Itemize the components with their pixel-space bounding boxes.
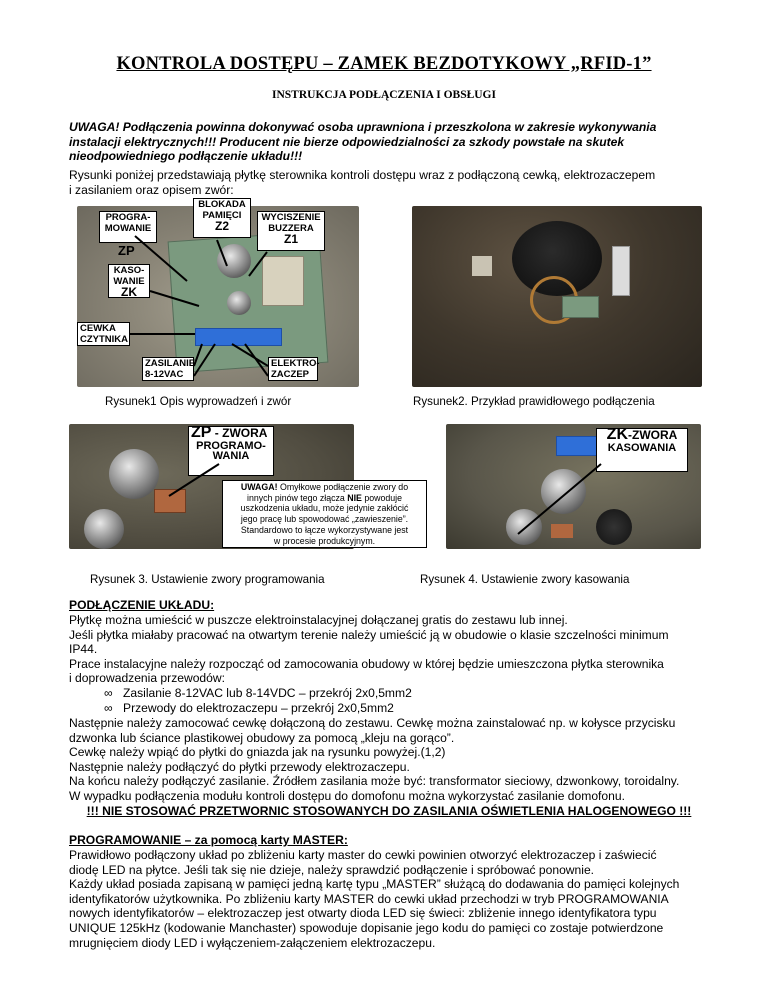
bullet-text: Zasilanie 8-12VAC lub 8-14VDC – przekrój 2x0,5mm2 bbox=[123, 686, 412, 700]
figure2-caption: Rysunek2. Przykład prawidłowego podłączenia bbox=[413, 395, 655, 408]
arrow-line bbox=[518, 464, 601, 534]
text-line: dzwonka lub ściance plastikowej obudowy za pomocą „kleju na gorąco”. bbox=[69, 730, 455, 745]
label-programming-code: ZP bbox=[118, 243, 135, 258]
label-text: KASOWANIA bbox=[607, 441, 677, 454]
arrow-line bbox=[194, 344, 202, 366]
label-text: -ZWORA bbox=[628, 428, 678, 442]
arrow-line bbox=[232, 344, 268, 366]
note-line: jego pracę lub spowodować „zawieszenie”. bbox=[240, 514, 409, 525]
label-text: CZYTNIKA bbox=[80, 333, 129, 345]
text-line: Na końcu należy podłączyć zasilanie. Źródłem zasilania może być: transformator sieciowy, dzwonkowy, toroidalny. bbox=[69, 774, 680, 789]
connection-paragraph bbox=[69, 613, 709, 686]
arrow-line bbox=[135, 236, 187, 281]
arrow-line bbox=[150, 291, 199, 306]
label-text: KASO- bbox=[113, 265, 145, 276]
figure2-connection-photo bbox=[412, 206, 702, 387]
label-code: Z1 bbox=[283, 232, 298, 246]
intro-line: Rysunki poniżej przedstawiają płytkę sterownika kontroli dostępu wraz z podłączoną cewką, elektrozaczepem bbox=[69, 168, 656, 182]
note-text: innych pinów tego złącza bbox=[246, 492, 348, 503]
label-text: ZACZEP bbox=[271, 368, 309, 380]
label-code: ZK bbox=[606, 426, 628, 443]
warning-line: nieodpowiedniego podłączenie układu!!! bbox=[69, 149, 303, 164]
connection-paragraph-2 bbox=[69, 716, 709, 804]
label-text: PROGRA- bbox=[105, 212, 151, 223]
bullet-item bbox=[104, 701, 394, 715]
text-line: Prawidłowo podłączony układ po zbliżeniu karty master do cewki powinien otworzyć elektrozaczep i zaświecić bbox=[69, 848, 657, 862]
label-code: ZK bbox=[121, 285, 137, 299]
door-strike-shape bbox=[612, 246, 630, 296]
document-title: KONTROLA DOSTĘPU – ZAMEK BEZDOTYKOWY „RFID-1” bbox=[116, 54, 652, 74]
text-line: Prace instalacyjne należy rozpocząć od zamocowania obudowy w której będzie umieszczona płytka sterownika bbox=[69, 656, 664, 671]
arrow-line bbox=[245, 344, 268, 376]
bullet-symbol: ∞ bbox=[104, 686, 113, 700]
programming-paragraph bbox=[69, 848, 709, 950]
intro-paragraph bbox=[69, 168, 709, 197]
label-code: Z2 bbox=[214, 219, 229, 233]
label-text: CEWKA bbox=[80, 323, 116, 334]
note-text: powoduje bbox=[361, 492, 403, 503]
text-line: Następnie należy podłączyć do płytki przewody elektrozaczepu. bbox=[69, 759, 410, 774]
note-line: uszkodzenia układu, może jedynie zakłócić bbox=[240, 503, 409, 514]
text-line: W wypadku podłączenia modułu kontroli dostępu do domofonu można wykorzystać zasilanie domofonu. bbox=[69, 788, 625, 803]
text-line: mrugnięciem diody LED i wyłączeniem-załączeniem elektrozaczepu. bbox=[69, 935, 436, 950]
pcb-small bbox=[562, 296, 599, 318]
arrow-line bbox=[217, 240, 227, 266]
text-line: identyfikatorów użytkownika. Po zbliżeniu karty MASTER do cewki układ przechodzi w tryb PROGRAMOWANIA bbox=[69, 891, 669, 906]
label-text: PAMIĘCI bbox=[202, 209, 242, 221]
text-line: Następnie należy zamocować cewkę dołączoną do zestawu. Cewkę można zainstalować np. w kołysce przycisku bbox=[69, 716, 676, 730]
halogen-warning: !!! NIE STOSOWAĆ PRZETWORNIC STOSOWANYCH DO ZASILANIA OŚWIETLENIA HALOGENOWEGO !!! bbox=[86, 804, 692, 818]
programming-heading: PROGRAMOWANIE – za pomocą karty MASTER: bbox=[69, 833, 348, 847]
text-line: Każdy układ posiada zapisaną w pamięci jedną kartę typu „MASTER” służącą do dodawania do pamięci kolejnych bbox=[69, 877, 680, 892]
label-text: - ZWORA bbox=[211, 426, 268, 440]
document-subtitle: INSTRUKCJA PODŁĄCZENIA I OBSŁUGI bbox=[272, 89, 496, 101]
label-text: ELEKTRO- bbox=[271, 358, 320, 369]
text-line: Płytkę można umieścić w puszcze elektroinstalacyjnej dołączanej gratis do zestawu lub innej. bbox=[69, 613, 568, 627]
figure1-caption: Rysunek1 Opis wyprowadzeń i zwór bbox=[105, 395, 292, 408]
module-shape bbox=[472, 256, 492, 276]
warning-line: instalacji elektrycznych!!! Producent nie bierze odpowiedzialności za szkody powstałe na skutek bbox=[69, 134, 625, 149]
figure4-arrow bbox=[446, 424, 701, 549]
label-text: BUZZERA bbox=[268, 222, 314, 234]
label-text: WANIE bbox=[113, 275, 145, 287]
safety-warning bbox=[69, 120, 709, 164]
note-line: Standardowo to łącze wykorzystywane jest bbox=[240, 524, 409, 535]
figure3-caption: Rysunek 3. Ustawienie zwory programowania bbox=[90, 573, 325, 586]
note-line: w procesie produkcyjnym. bbox=[273, 535, 376, 546]
text-line: Jeśli płytka miałaby pracować na otwartym terenie należy umieścić ją w obudowie o klasie szczelności minimum bbox=[69, 627, 669, 642]
label-text: 8-12VAC bbox=[145, 368, 184, 380]
label-text: BLOKADA bbox=[198, 199, 246, 210]
arrow-line bbox=[249, 252, 267, 276]
label-text: ZASILANIE bbox=[145, 358, 196, 369]
note-text: Omyłkowe podłączenie zwory do bbox=[277, 482, 409, 492]
text-line: Cewkę należy wpiąć do płytki do gniazda jak na rysunku powyżej.(1,2) bbox=[69, 745, 446, 760]
connection-heading: PODŁĄCZENIE UKŁADU: bbox=[69, 598, 215, 612]
text-line: UNIQUE 125kHz (kodowanie Manchaster) spowoduje dopisanie jego kodu do pamięci co zostaje potwierdzone bbox=[69, 920, 664, 935]
bullet-text: Przewody do elektrozaczepu – przekrój 2x0,5mm2 bbox=[123, 701, 394, 715]
label-text: MOWANIE bbox=[104, 222, 152, 234]
text-line: i doprowadzenia przewodów: bbox=[69, 671, 225, 686]
text-line: nowych identyfikatorów – elektrozaczep jest otwarty dioda LED się świeci: zbliżenie innego identyfikatora typu bbox=[69, 906, 657, 921]
figure3-arrow bbox=[69, 424, 354, 549]
bullet-item bbox=[104, 686, 412, 700]
intro-line: i zasilaniem oraz opisem zwór: bbox=[69, 182, 234, 197]
label-code: ZP bbox=[191, 424, 212, 441]
text-line: IP44. bbox=[69, 642, 98, 657]
label-text: PROGRAMO- bbox=[196, 439, 266, 452]
note-lead: UWAGA! bbox=[240, 482, 278, 492]
label-text: WYCISZENIE bbox=[261, 212, 321, 223]
label-text: WANIA bbox=[212, 450, 250, 462]
figure1-arrows bbox=[77, 206, 359, 387]
figure4-caption: Rysunek 4. Ustawienie zwory kasowania bbox=[420, 573, 630, 586]
warning-line: UWAGA! Podłączenia powinna dokonywać osoba uprawniona i przeszkolona w zakresie wykonywania bbox=[69, 120, 657, 134]
bullet-symbol: ∞ bbox=[104, 701, 113, 715]
note-emphasis: NIE bbox=[347, 492, 362, 503]
text-line: diodę LED na płytce. Jeśli tak się nie dzieje, należy sprawdzić podłączenie i spróbować ponownie. bbox=[69, 862, 595, 877]
arrow-line bbox=[169, 464, 219, 496]
